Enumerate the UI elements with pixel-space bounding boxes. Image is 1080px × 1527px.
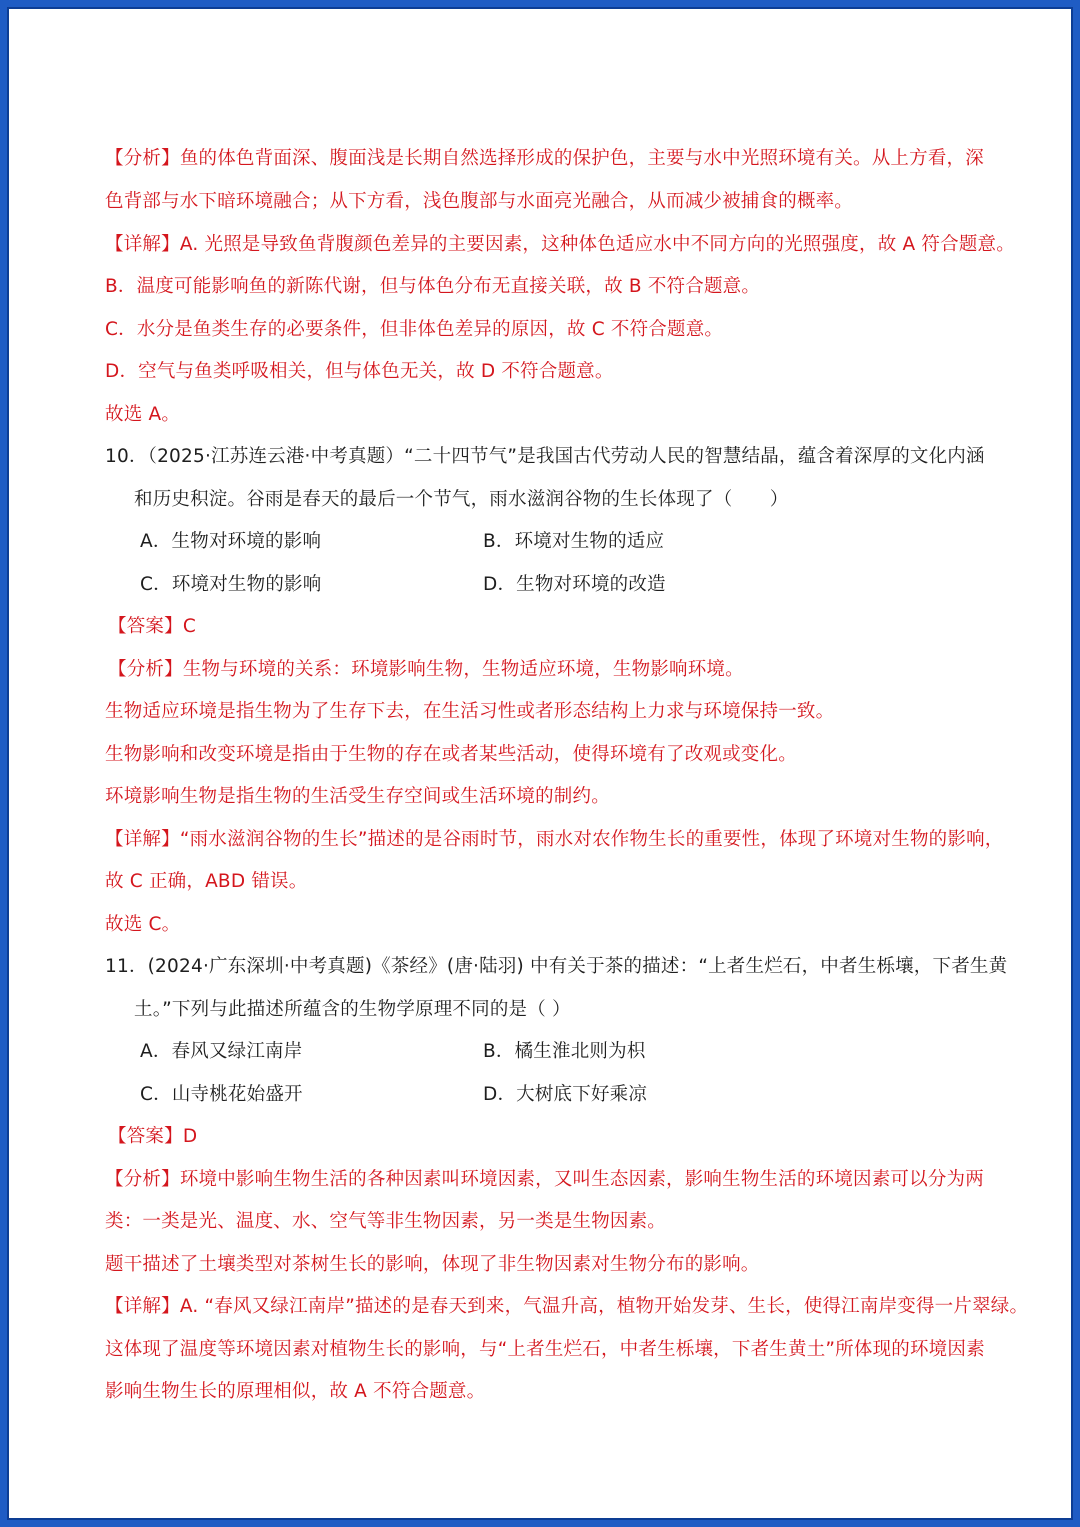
q9-detail-a: 【详解】A. 光照是导致鱼背腹颜色差异的主要因素，这种体色适应水中不同方向的光照强度，故 A 符合题意。 (105, 234, 1015, 255)
q10-option-c: C．环境对生物的影响 (140, 574, 322, 595)
answer-tag: 【答案】 (108, 1126, 183, 1147)
q10-detail-line-2: 故 C 正确，ABD 错误。 (105, 871, 308, 892)
analysis-tag: 【分析】 (105, 148, 180, 169)
q11-option-a: A．春风又绿江南岸 (140, 1041, 303, 1062)
q10-stem-line-2: 和历史积淀。谷雨是春天的最后一个节气，雨水滋润谷物的生长体现了（ ） (134, 489, 789, 510)
q9-analysis-line-2: 色背部与水下暗环境融合；从下方看，浅色腹部与水面亮光融合，从而减少被捕食的概率。 (105, 191, 854, 212)
q11-detail-line-1: 【详解】A. “春风又绿江南岸”描述的是春天到来，气温升高，植物开始发芽、生长，使得江南岸变得一片翠绿。 (105, 1296, 1029, 1317)
q10-option-a: A．生物对环境的影响 (140, 531, 322, 552)
q11-option-b: B．橘生淮北则为枳 (483, 1041, 646, 1062)
q10-analysis-line-3: 生物影响和改变环境是指由于生物的存在或者某些活动，使得环境有了改观或变化。 (105, 744, 797, 765)
q10-stem-line-1: 10．（2025·江苏连云港·中考真题）“二十四节气”是我国古代劳动人民的智慧结晶，蕴含着深厚的文化内涵 (105, 446, 985, 467)
q11-detail-line-2: 这体现了温度等环境因素对植物生长的影响，与“上者生烂石，中者生栎壤，下者生黄土”所体现的环境因素 (105, 1339, 985, 1360)
answer-value: D (182, 1126, 198, 1147)
q11-stem-line-2: 土。”下列与此描述所蕴含的生物学原理不同的是（ ） (134, 999, 571, 1020)
q10-analysis-line-4: 环境影响生物是指生物的生活受生存空间或生活环境的制约。 (105, 786, 610, 807)
detail-tag: 【详解】 (105, 829, 180, 850)
q11-analysis-line-3: 题干描述了土壤类型对茶树生长的影响，体现了非生物因素对生物分布的影响。 (105, 1254, 760, 1275)
q10-conclusion: 故选 C。 (105, 914, 181, 935)
q10-answer (108, 615, 196, 639)
q11-option-d: D．大树底下好乘凉 (483, 1084, 648, 1105)
q9-detail-c: C．水分是鱼类生存的必要条件，但非体色差异的原因，故 C 不符合题意。 (105, 319, 724, 340)
q10-analysis-line-2: 生物适应环境是指生物为了生存下去，在生活习性或者形态结构上力求与环境保持一致。 (105, 701, 835, 722)
answer-value: C (182, 616, 196, 637)
q11-option-c: C．山寺桃花始盛开 (140, 1084, 303, 1105)
q11-answer (108, 1125, 197, 1149)
q9-conclusion: 故选 A。 (105, 404, 181, 425)
q10-detail-line-1: 【详解】“雨水滋润谷物的生长”描述的是谷雨时节，雨水对农作物生长的重要性，体现了环境对生物的影响， (105, 829, 1004, 850)
q9-detail-d: D．空气与鱼类呼吸相关，但与体色无关，故 D 不符合题意。 (105, 361, 614, 382)
analysis-tag: 【分析】 (108, 659, 183, 680)
analysis-tag: 【分析】 (105, 1169, 180, 1190)
q11-stem-line-1: 11．(2024·广东深圳·中考真题)《茶经》(唐·陆羽) 中有关于茶的描述：“上者生烂石，中者生栎壤，下者生黄 (105, 956, 1008, 977)
q9-analysis-line-1: 【分析】鱼的体色背面深、腹面浅是长期自然选择形成的保护色，主要与水中光照环境有关。从上方看，深 (105, 148, 984, 169)
q10-option-d: D．生物对环境的改造 (483, 574, 666, 595)
q9-detail-b: B．温度可能影响鱼的新陈代谢，但与体色分布无直接关联，故 B 不符合题意。 (105, 276, 761, 297)
detail-tag: 【详解】 (105, 234, 180, 255)
detail-tag: 【详解】 (105, 1296, 180, 1317)
q10-analysis-line-1: 【分析】生物与环境的关系：环境影响生物，生物适应环境，生物影响环境。 (108, 659, 744, 680)
q11-analysis-line-2: 类：一类是光、温度、水、空气等非生物因素，另一类是生物因素。 (105, 1211, 667, 1232)
q10-option-b: B．环境对生物的适应 (483, 531, 665, 552)
q11-analysis-line-1: 【分析】环境中影响生物生活的各种因素叫环境因素，又叫生态因素，影响生物生活的环境因素可以分为两 (105, 1169, 984, 1190)
answer-tag: 【答案】 (108, 616, 183, 637)
q11-detail-line-3: 影响生物生长的原理相似，故 A 不符合题意。 (105, 1381, 486, 1402)
